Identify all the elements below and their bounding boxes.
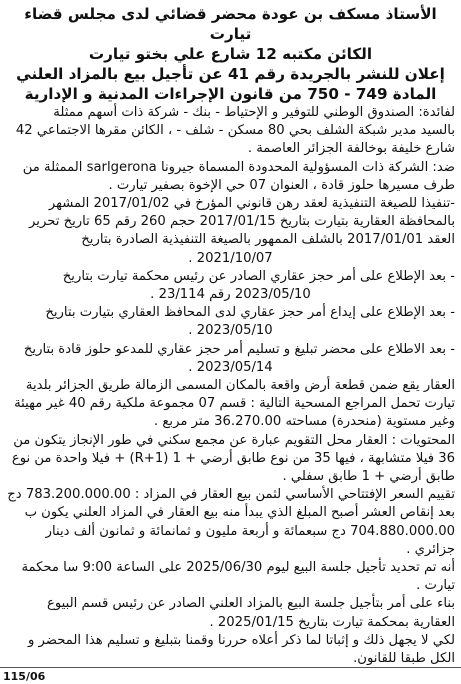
page-footer	[0, 667, 461, 684]
body-line: 2023/05/14 .	[188, 359, 273, 375]
body-line: - بعد الإطلاع على إيداع أمر حجز عقاري لدى المحافظ العقاري بتيارت بتاريخ	[45, 305, 455, 321]
body-line: الكل طبقا للقانون.	[353, 651, 455, 667]
body-line: العقار يقع ضمن قطعة أرض واقعة بالمكان المسمى الزمالة طريق الجزائر بلدية	[25, 378, 455, 394]
body-line: لفائدة: الصندوق الوطني للتوفير و الإحتياط - بنك - شركة ذات أسهم ممثلة	[53, 105, 455, 120]
notice-body	[6, 104, 455, 668]
body-line: تيارت تحمل المراجع المسحية التالية : قسم 07 مجموعة ملكية رقم 40 غير مهيئة	[14, 396, 455, 412]
header-line: المادة 749 - 750 من قانون الإجراءات المدنية و الإدارية	[24, 85, 437, 103]
body-line: بناء على أمر بتأجيل جلسة البيع بالمزاد العلني الصادر عن رئيس قسم البيوع	[46, 596, 455, 612]
body-line: لكي لا يجهل ذلك و إثباتا لما ذكر أعلاه حررنا وقمنا بتبليغ و تسليم هذا المحضر و	[27, 632, 455, 648]
header-line: إعلان للنشر بالجريدة رقم 41 عن تأجيل بيع بالمزاد العلني	[16, 65, 445, 83]
body-line: 2021/10/07 .	[188, 250, 273, 266]
body-line: العقارية بمحكمة تيارت بتاريخ 2025/01/15 .	[209, 614, 455, 630]
body-line: بالمحافظة العقارية بتيارت بتاريخ 2017/01/15 حجم 260 رقم 65 تاريخ تحرير	[29, 214, 455, 230]
body-line: العقد 2017/01/01 بالشلف الممهور بالصيغة التنفيذية الصادرة بتاريخ	[81, 232, 455, 248]
header-line: الأستاذ مسكف بن عودة محضر قضائي لدى مجلس قضاء تيارت	[24, 5, 437, 43]
body-line: أنه تم تحديد تأجيل جلسة البيع ليوم 2025/06/30 على الساعة 9:00 سا محكمة	[21, 560, 455, 576]
body-line: 704.880.000.00 دج سبعمائة و أربعة مليون و ثمانمائة و ثمانون ألف دينار	[45, 523, 455, 539]
body-line: بالسيد مدير شبكة الشلف بحي 80 مسكن - شلف - ، الكائن مقرها الاجتماعي 42	[15, 123, 455, 139]
body-line: وغير مستوية (منحدرة) مساحته 36.270.00 متر مربع .	[154, 414, 455, 430]
body-line: طرف مسيرها حلوز قادة ، العنوان 07 حي الإخوة بصفير تيارت .	[108, 177, 455, 193]
notice-header	[6, 4, 455, 104]
body-line: طابق أرضي + 1 طابق سفلي .	[282, 469, 455, 485]
body-line: ضد: الشركة ذات المسؤولية المحدودة المسماة جيرونا sarlgerona الممثلة من	[22, 159, 455, 175]
body-line: بعد إنقاص العشر أصبح المبلغ الذي يبدأ منه بيع العقار في المزاد العلني يكون ب	[24, 505, 455, 521]
footer-reference: 115/06	[3, 670, 46, 683]
header-line: الكائن مكتبه 12 شارع علي بختو تيارت	[88, 45, 373, 63]
body-line: شارع خليفة بوخالفة الجزائر العاصمة .	[247, 141, 455, 157]
body-line: تيارت .	[416, 578, 455, 594]
body-line: المحتويات : العقار محل التقويم عبارة عن مجمع سكني في طور الإنجاز يتكون من	[13, 432, 455, 448]
body-line: 36 فيلا متشابهة ، فيها 35 من نوع طابق أرضي + 1 (R+1) + فيلا واحدة من نوع	[11, 450, 455, 466]
body-line: - بعد الاطلاع على محضر تبليغ و تسليم أمر حجز عقاري للمدعو حلوز قادة بتاريخ	[23, 341, 455, 357]
body-line: - بعد الإطلاع على أمر حجز عقاري الصادر عن رئيس محكمة تيارت بتاريخ	[62, 268, 455, 284]
body-line: تقييم السعر الإفتتاحي الأساسي لثمن بيع العقار في المزاد : 783.200.000.00 دج	[7, 487, 455, 503]
body-line: 2023/05/10 رقم 23/114 .	[150, 287, 311, 303]
body-line: جزائري .	[406, 541, 455, 557]
body-line: -تنفيذا للصيغة التنفيذية لعقد رهن قانوني المؤرخ في 2017/01/02 المشهر	[48, 196, 455, 212]
body-line: 2023/05/10 .	[188, 323, 273, 339]
